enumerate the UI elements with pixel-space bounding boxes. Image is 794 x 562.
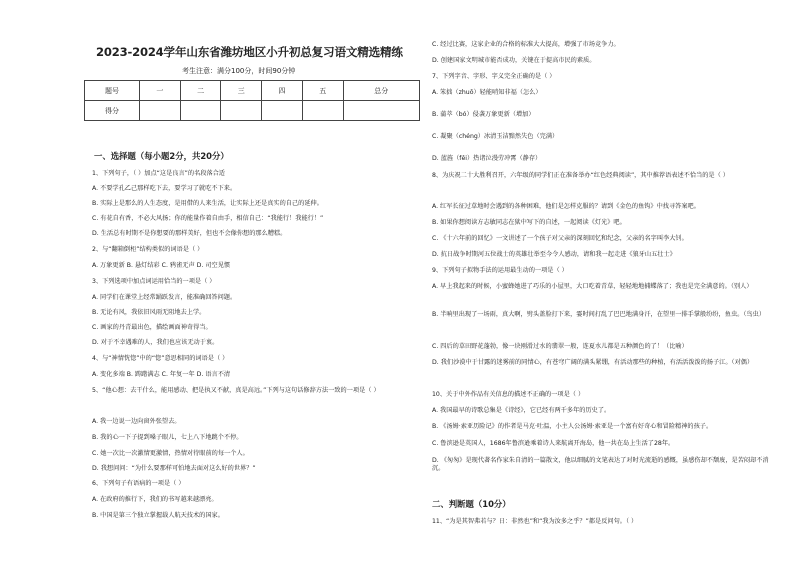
text-line: C. 有花自有香，不必大风扬；你的能量作着自由手，相信自己：“我能行！我能行！” <box>92 215 324 222</box>
section-title-choice: 一、选择题（每小题2分，共20分） <box>94 151 229 161</box>
text-line: C. 画家的丹青最出色，描绘画面神奇得当。 <box>92 324 212 331</box>
text-line: D. 抗日战争时期河五位战士的英雄壮举至今令人感动，请和我一起走进《狼牙山五壮士》 <box>432 251 676 258</box>
text-line: C. 《十六年前的回忆》一文讲述了一个孩子对父亲的深刻回忆和纪念，父亲的名字叫李大钊。 <box>432 235 688 242</box>
text-line: B. 无论有风，我依旧风雨无阻地去上学。 <box>92 309 206 316</box>
text-line: A. 在政府的推行下，我们的书写越来越漂亮。 <box>92 496 218 503</box>
text-line: B. 蒲萃（bó）侵袭万象更新（增加） <box>432 111 535 118</box>
text-line: D. 对于不幸遇难的人，我们也应该无动于衷。 <box>92 339 219 346</box>
text-line: 6、下列句子有语病的一项是（ ） <box>92 480 185 487</box>
text-line: A. 我国最早的诗歌总集是《诗经》，它已经有两千多年的历史了。 <box>432 407 611 414</box>
section-title-judge: 二、判断题（10分） <box>432 499 511 509</box>
text-line: 5、“他心想：去干什么，能用感动、把是执又不献，真是高远。”下列与这句话修辞方法一致的一项是（ ） <box>92 387 380 394</box>
text-line: C. 她一次比一次激情更激情，热情对待眼前的每一个人。 <box>92 450 249 457</box>
page-title: 2023-2024学年山东省潍坊地区小升初总复习语文精选精练 <box>96 45 403 59</box>
text-line: 3、下列选项中加点词运用恰当的一项是（ ） <box>92 278 216 285</box>
text-line: C. 经过比赛，这家企业的合格的标准大大提高，增强了市场竞争力。 <box>432 41 620 48</box>
text-line: B. 如果你想阅读方志敏同志在狱中写下的自述，一起阅读《灯光》吧。 <box>432 219 626 226</box>
table-cell: 一 <box>140 81 181 101</box>
text-line: 1、下列句子，（ ）加点“这是良言”的名段落合适 <box>92 170 225 177</box>
text-line: B. 我的心一下子提到嗓子眼儿，七上八下地跳个不停。 <box>92 434 243 441</box>
text-line: B. 半响里出现了一场雨，真大啊，劈头盖脸打下来，霎时间打乱了巴巴地满身汗，在望里一排手掌般纷纷，鱼虫。（鸟虫） <box>432 311 766 318</box>
table-cell: 题号 <box>85 81 140 101</box>
text-line: A. 我一边说一边向窗外张望去。 <box>92 418 181 425</box>
text-line: 2、与“翻箱倒柜”结构类似的词语是（ ） <box>92 246 204 253</box>
text-line: A. 万象更新 B. 悬灯结彩 C. 鸦雀无声 D. 司空见惯 <box>92 262 231 269</box>
table-cell[interactable] <box>302 101 343 121</box>
text-line: C. 鲁滨逊是英国人，1686年鲁滨逊乘着诗人来航离开海岛，他一共在岛上生活了28年。 <box>432 440 675 447</box>
table-cell[interactable] <box>180 101 221 121</box>
table-cell: 三 <box>221 81 262 101</box>
text-line: A. 早上我起来的时候，小蜜蜂她进了巧乐的小屋里，大口吃着青草，轻轻地地捕蝶落了；我也是完全满意的。（别人） <box>432 283 753 290</box>
text-line: 8、为庆祝二十大胜利召开，六年级的同学们正在准备举办“红色经典阅读”，其中推荐语表述不恰当的是（ ） <box>432 172 729 179</box>
text-line: A. 同学们在课堂上经常踊跃发言，能准确回答问题。 <box>92 294 237 301</box>
text-line: D. 创建国家文明城市能否成功，关键在于提高市民的素质。 <box>432 57 596 64</box>
text-line: A. 红军长征过草地时会遇到的各种困难，他们是怎样克服的？请到《金色的鱼钩》中找寻答案吧。 <box>432 203 700 210</box>
text-line: D. 蓝旌（fěi）热诸泣漫劳冲霄（静存） <box>432 155 542 162</box>
text-line: 4、与“神情恍惚”中的“惚”意思相同的词语是（ ） <box>92 355 229 362</box>
text-line: 7、下列字音、字形、字义完全正确的是（ ） <box>432 73 556 80</box>
score-table <box>84 80 420 121</box>
text-line: A. 变化多端 B. 踌躇满志 C. 年复一年 D. 语言不清 <box>92 371 231 378</box>
table-row <box>85 101 420 121</box>
table-cell: 总分 <box>343 81 419 101</box>
table-cell: 四 <box>262 81 303 101</box>
table-cell[interactable] <box>221 101 262 121</box>
text-line: 9、下列句子拟物手法的运用最生动的一项是（ ） <box>432 267 568 274</box>
text-line: C. 四后的草田野花蓬勃，像一块刚滑过水的翡翠一般，连夏水儿都是五种颜色的了！（比喻） <box>432 343 688 350</box>
table-cell: 五 <box>302 81 343 101</box>
text-line: C. 凝聚（chéng）冰清玉洁黯然失色（完满） <box>432 133 559 140</box>
text-line: B. 实际上是那么的人生态度，是用借的人来生活，让实际上还是真实的自己的延伸。 <box>92 200 323 207</box>
text-line: D. 我想问问：“为什么要那样可怕地去面对这么好的世界？” <box>92 465 256 472</box>
text-line: D. 生活总有时期不是你想要的那样美好，但也不会像你想的那么糟糕。 <box>92 230 287 237</box>
text-line: 11、“为是其智弗若与？日：非然也”和“我为汝多之乎？”都是反问句。（ ） <box>432 518 638 525</box>
text-line: A. 不要学孔乙己那样吃下去，要学习了就吃不下来。 <box>92 185 237 192</box>
text-line: D. 《匆匆》是现代著名作家朱自清的一篇散文，他以细腻的文笔表达了对时光流逝的感慨，虽感伤却不颓废，是苦闷却不消沉。 <box>432 457 769 472</box>
table-cell: 二 <box>180 81 221 101</box>
exam-note: 考生注意：满分100分，时间90分钟 <box>182 67 296 75</box>
text-line: D. 我们沙漠中于甘露的迷雾前的同情心，有苍穹广阔的满头紧绷，有活动那些的种植，有活活泼泼的扬子江。（对偶） <box>432 359 754 366</box>
table-cell[interactable] <box>140 101 181 121</box>
text-line: B. 《汤姆·索亚历险记》的作者是马克·吐温，小主人公汤姆·索亚是一个富有好奇心和冒险精神的孩子。 <box>432 423 713 430</box>
table-cell: 得分 <box>85 101 140 121</box>
table-cell[interactable] <box>343 101 419 121</box>
table-row <box>85 81 420 101</box>
text-line: A. 笨拙（zhuō）轻能哨知非福（怎么） <box>432 89 542 96</box>
text-line: B. 中国是第三个独立掌握载人航天技术的国家。 <box>92 512 224 519</box>
table-cell[interactable] <box>262 101 303 121</box>
text-line: 10、关于中外作品有关信息的描述不正确的一项是（ ） <box>432 391 585 398</box>
